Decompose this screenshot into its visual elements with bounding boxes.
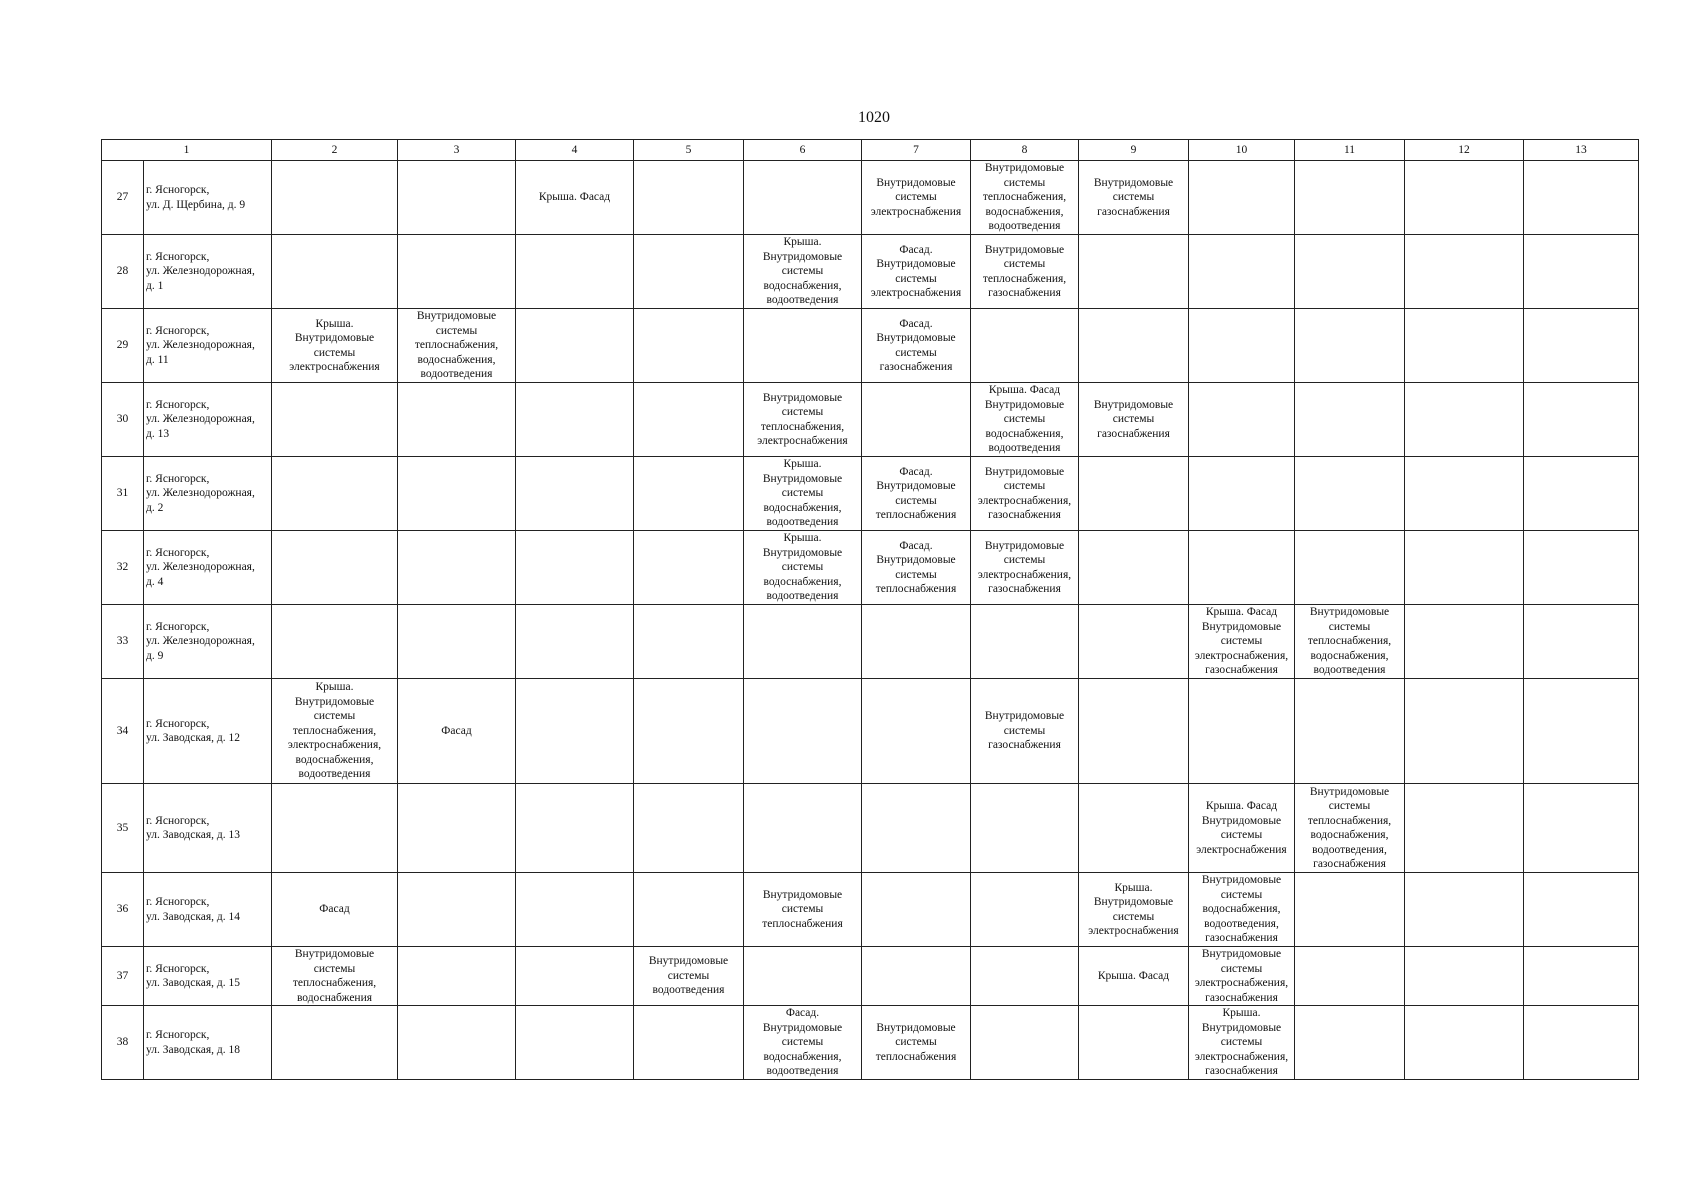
row-number: 32 (102, 531, 144, 605)
work-cell (634, 309, 744, 383)
work-text: Фасад. Внутридомовые системы теплоснабжения (875, 465, 957, 521)
work-cell (1189, 784, 1295, 873)
work-cell (1524, 531, 1639, 605)
work-text: Крыша. Внутридомовые системы водоснабжения, водоотведения (762, 458, 843, 529)
work-text: Внутридомовые системы электроснабжения, газоснабжения (977, 539, 1072, 595)
work-cell (1524, 873, 1639, 947)
work-cell (272, 873, 398, 947)
address-text: г. Ясногорск, ул. Заводская, д. 15 (146, 962, 240, 989)
work-cell (634, 605, 744, 679)
work-text: Внутридомовые системы электроснабжения (870, 176, 962, 218)
table-row (102, 605, 1639, 679)
address-cell (144, 679, 272, 784)
work-cell (1189, 235, 1295, 309)
work-cell (1079, 309, 1189, 383)
work-cell (744, 605, 862, 679)
work-cell (516, 235, 634, 309)
work-text: Внутридомовые системы теплоснабжения (875, 1021, 957, 1063)
work-text: Внутридомовые системы теплоснабжения (762, 888, 843, 930)
work-text: Фасад (319, 903, 350, 916)
address-cell (144, 235, 272, 309)
work-cell (744, 383, 862, 457)
work-text: Внутридомовые системы теплоснабжения, водоснабжения, водоотведения, газоснабжения (1307, 785, 1392, 870)
work-cell (398, 784, 516, 873)
work-cell (744, 784, 862, 873)
table-row (102, 531, 1639, 605)
work-text: Внутридомовые системы газоснабжения (984, 710, 1065, 752)
table-row (102, 235, 1639, 309)
work-cell (398, 531, 516, 605)
work-cell (1405, 531, 1524, 605)
work-cell (971, 679, 1079, 784)
work-cell (744, 235, 862, 309)
work-cell (1405, 161, 1524, 235)
work-text: Крыша. Фасад (538, 191, 611, 204)
work-cell (1295, 679, 1405, 784)
address-cell (144, 947, 272, 1006)
work-cell (398, 383, 516, 457)
work-text: Крыша. Фасад Внутридомовые системы электроснабжения, газоснабжения (1194, 606, 1289, 677)
work-cell (862, 679, 971, 784)
address-cell (144, 1006, 272, 1080)
work-cell (862, 383, 971, 457)
address-cell (144, 161, 272, 235)
work-cell (1189, 605, 1295, 679)
work-cell (862, 531, 971, 605)
work-cell (744, 457, 862, 531)
work-cell (516, 679, 634, 784)
work-cell (1295, 605, 1405, 679)
work-cell (398, 235, 516, 309)
work-text: Крыша. Внутридомовые системы теплоснабжения, электроснабжения, водоснабжения, водоотведения (287, 681, 382, 781)
work-cell (744, 679, 862, 784)
column-header: 10 (1189, 140, 1295, 161)
work-cell (1405, 784, 1524, 873)
work-cell (1295, 235, 1405, 309)
work-cell (634, 383, 744, 457)
work-cell (1189, 531, 1295, 605)
work-text: Крыша. Фасад (1097, 969, 1170, 982)
work-cell (634, 873, 744, 947)
address-cell (144, 873, 272, 947)
work-cell (1405, 1006, 1524, 1080)
column-header: 9 (1079, 140, 1189, 161)
work-cell (1079, 161, 1189, 235)
work-cell (1524, 161, 1639, 235)
work-cell (971, 235, 1079, 309)
work-cell (971, 309, 1079, 383)
row-number: 35 (102, 784, 144, 873)
column-header: 1 (102, 140, 272, 161)
work-cell (1405, 235, 1524, 309)
column-header: 7 (862, 140, 971, 161)
column-header: 6 (744, 140, 862, 161)
work-cell (1405, 605, 1524, 679)
address-cell (144, 309, 272, 383)
work-cell (516, 873, 634, 947)
work-cell (1524, 457, 1639, 531)
row-number: 30 (102, 383, 144, 457)
column-header: 8 (971, 140, 1079, 161)
work-cell (516, 457, 634, 531)
address-text: г. Ясногорск, ул. Железнодорожная, д. 2 (146, 472, 255, 514)
work-cell (862, 873, 971, 947)
work-text: Внутридомовые системы теплоснабжения, электроснабжения (757, 391, 848, 447)
table-row (102, 784, 1639, 873)
work-cell (744, 531, 862, 605)
work-cell (1524, 383, 1639, 457)
work-cell (744, 947, 862, 1006)
work-cell (1079, 531, 1189, 605)
work-cell (398, 947, 516, 1006)
work-cell (1295, 1006, 1405, 1080)
row-number: 31 (102, 457, 144, 531)
address-cell (144, 784, 272, 873)
work-cell (398, 1006, 516, 1080)
header-row (102, 140, 1639, 161)
work-text: Внутридомовые системы газоснабжения (1093, 398, 1174, 440)
work-cell (1079, 235, 1189, 309)
work-cell (272, 1006, 398, 1080)
work-text: Крыша. Фасад Внутридомовые системы электроснабжения (1196, 800, 1287, 856)
table-row (102, 679, 1639, 784)
work-text: Крыша. Внутридомовые системы электроснабжения, газоснабжения (1194, 1007, 1289, 1078)
work-cell (516, 309, 634, 383)
work-text: Крыша. Внутридомовые системы электроснабжения (289, 317, 380, 373)
work-cell (398, 873, 516, 947)
work-text: Фасад. Внутридомовые системы теплоснабжения (875, 539, 957, 595)
work-cell (971, 784, 1079, 873)
work-cell (634, 947, 744, 1006)
table-row (102, 873, 1639, 947)
work-cell (634, 235, 744, 309)
work-cell (971, 605, 1079, 679)
work-cell (516, 383, 634, 457)
work-cell (634, 531, 744, 605)
column-header: 3 (398, 140, 516, 161)
address-text: г. Ясногорск, ул. Железнодорожная, д. 9 (146, 620, 255, 662)
work-text: Внутридомовые системы электроснабжения, газоснабжения (1194, 948, 1289, 1004)
address-text: г. Ясногорск, ул. Д. Щербина, д. 9 (146, 184, 246, 211)
repair-schedule-table (101, 139, 1639, 1080)
work-cell (862, 161, 971, 235)
row-number: 28 (102, 235, 144, 309)
work-cell (1405, 309, 1524, 383)
column-header: 2 (272, 140, 398, 161)
work-cell (1079, 457, 1189, 531)
work-cell (272, 784, 398, 873)
work-cell (971, 947, 1079, 1006)
work-cell (1079, 1006, 1189, 1080)
table-row (102, 309, 1639, 383)
work-cell (272, 457, 398, 531)
work-cell (1405, 947, 1524, 1006)
work-cell (398, 605, 516, 679)
work-cell (1079, 784, 1189, 873)
column-header: 11 (1295, 140, 1405, 161)
page-number: 1020 (858, 109, 890, 126)
column-header: 12 (1405, 140, 1524, 161)
table-row (102, 1006, 1639, 1080)
work-cell (1524, 947, 1639, 1006)
work-cell (398, 457, 516, 531)
address-cell (144, 605, 272, 679)
work-cell (1295, 784, 1405, 873)
work-cell (1079, 383, 1189, 457)
work-text: Крыша. Внутридомовые системы электроснабжения (1088, 881, 1179, 937)
work-text: Фасад. Внутридомовые системы водоснабжения, водоотведения (762, 1007, 843, 1078)
work-cell (1524, 235, 1639, 309)
work-cell (634, 679, 744, 784)
work-text: Внутридомовые системы водоотведения (648, 955, 729, 997)
work-cell (516, 1006, 634, 1080)
table-row (102, 161, 1639, 235)
work-cell (398, 679, 516, 784)
address-text: г. Ясногорск, ул. Заводская, д. 14 (146, 896, 240, 923)
column-header: 4 (516, 140, 634, 161)
work-cell (744, 873, 862, 947)
address-text: г. Ясногорск, ул. Железнодорожная, д. 4 (146, 546, 255, 588)
work-cell (862, 1006, 971, 1080)
work-cell (516, 531, 634, 605)
table-row (102, 947, 1639, 1006)
work-cell (398, 161, 516, 235)
work-text: Внутридомовые системы теплоснабжения, газоснабжения (982, 243, 1067, 299)
work-cell (1189, 873, 1295, 947)
work-cell (862, 235, 971, 309)
work-cell (1405, 679, 1524, 784)
row-number: 34 (102, 679, 144, 784)
work-cell (1189, 161, 1295, 235)
work-cell (272, 605, 398, 679)
work-cell (1079, 873, 1189, 947)
work-cell (1524, 784, 1639, 873)
work-text: Крыша. Внутридомовые системы водоснабжения, водоотведения (762, 236, 843, 307)
address-cell (144, 457, 272, 531)
address-cell (144, 383, 272, 457)
row-number: 38 (102, 1006, 144, 1080)
work-cell (744, 161, 862, 235)
work-cell (744, 309, 862, 383)
address-text: г. Ясногорск, ул. Железнодорожная, д. 11 (146, 324, 255, 366)
work-text: Внутридомовые системы электроснабжения, газоснабжения (977, 465, 1072, 521)
work-text: Крыша. Фасад Внутридомовые системы водоснабжения, водоотведения (984, 384, 1065, 455)
row-number: 33 (102, 605, 144, 679)
work-cell (1405, 383, 1524, 457)
work-cell (1079, 947, 1189, 1006)
work-cell (1295, 947, 1405, 1006)
address-text: г. Ясногорск, ул. Железнодорожная, д. 1 (146, 250, 255, 292)
work-text: Фасад. Внутридомовые системы электроснабжения (870, 243, 962, 299)
address-text: г. Ясногорск, ул. Заводская, д. 13 (146, 814, 240, 841)
work-cell (1524, 605, 1639, 679)
work-cell (516, 161, 634, 235)
row-number: 36 (102, 873, 144, 947)
work-cell (272, 161, 398, 235)
work-cell (1189, 309, 1295, 383)
work-cell (971, 383, 1079, 457)
work-cell (862, 309, 971, 383)
work-cell (272, 309, 398, 383)
work-cell (1405, 873, 1524, 947)
address-cell (144, 531, 272, 605)
work-cell (744, 1006, 862, 1080)
work-cell (971, 531, 1079, 605)
work-cell (1295, 161, 1405, 235)
work-cell (516, 947, 634, 1006)
table-row (102, 383, 1639, 457)
work-cell (272, 235, 398, 309)
address-text: г. Ясногорск, ул. Заводская, д. 12 (146, 717, 240, 744)
work-text: Фасад. Внутридомовые системы газоснабжения (876, 317, 956, 373)
work-text: Фасад (441, 724, 472, 737)
work-cell (1189, 383, 1295, 457)
work-cell (1079, 679, 1189, 784)
column-header: 13 (1524, 140, 1639, 161)
work-cell (971, 161, 1079, 235)
work-cell (516, 784, 634, 873)
row-number: 27 (102, 161, 144, 235)
work-cell (1524, 1006, 1639, 1080)
address-text: г. Ясногорск, ул. Заводская, д. 18 (146, 1029, 240, 1056)
work-cell (272, 531, 398, 605)
work-cell (1189, 1006, 1295, 1080)
work-cell (971, 873, 1079, 947)
work-cell (1295, 457, 1405, 531)
work-cell (1189, 679, 1295, 784)
work-cell (272, 383, 398, 457)
work-cell (1295, 873, 1405, 947)
work-cell (862, 784, 971, 873)
work-cell (862, 605, 971, 679)
column-header: 5 (634, 140, 744, 161)
work-cell (1524, 309, 1639, 383)
work-cell (272, 947, 398, 1006)
work-cell (1079, 605, 1189, 679)
address-text: г. Ясногорск, ул. Железнодорожная, д. 13 (146, 398, 255, 440)
work-cell (1295, 309, 1405, 383)
work-cell (634, 161, 744, 235)
work-cell (971, 1006, 1079, 1080)
work-cell (1189, 457, 1295, 531)
work-cell (272, 679, 398, 784)
work-cell (862, 947, 971, 1006)
work-text: Внутридомовые системы газоснабжения (1093, 176, 1174, 218)
work-text: Внутридомовые системы теплоснабжения, водоснабжения, водоотведения (1307, 606, 1392, 677)
table-body (102, 140, 1639, 1080)
row-number: 37 (102, 947, 144, 1006)
work-text: Внутридомовые системы теплоснабжения, водоснабжения, водоотведения (982, 162, 1067, 233)
work-cell (398, 309, 516, 383)
work-text: Внутридомовые системы теплоснабжения, водоснабжения, водоотведения (414, 310, 499, 381)
table-row (102, 457, 1639, 531)
work-cell (634, 457, 744, 531)
work-cell (634, 1006, 744, 1080)
work-cell (1524, 679, 1639, 784)
work-cell (1189, 947, 1295, 1006)
work-cell (971, 457, 1079, 531)
work-cell (1405, 457, 1524, 531)
work-cell (516, 605, 634, 679)
work-text: Внутридомовые системы водоснабжения, водоотведения, газоснабжения (1201, 874, 1282, 945)
work-cell (862, 457, 971, 531)
work-cell (1295, 531, 1405, 605)
work-text: Внутридомовые системы теплоснабжения, водоснабжения (292, 948, 377, 1004)
work-cell (634, 784, 744, 873)
row-number: 29 (102, 309, 144, 383)
work-cell (1295, 383, 1405, 457)
work-text: Крыша. Внутридомовые системы водоснабжения, водоотведения (762, 532, 843, 603)
